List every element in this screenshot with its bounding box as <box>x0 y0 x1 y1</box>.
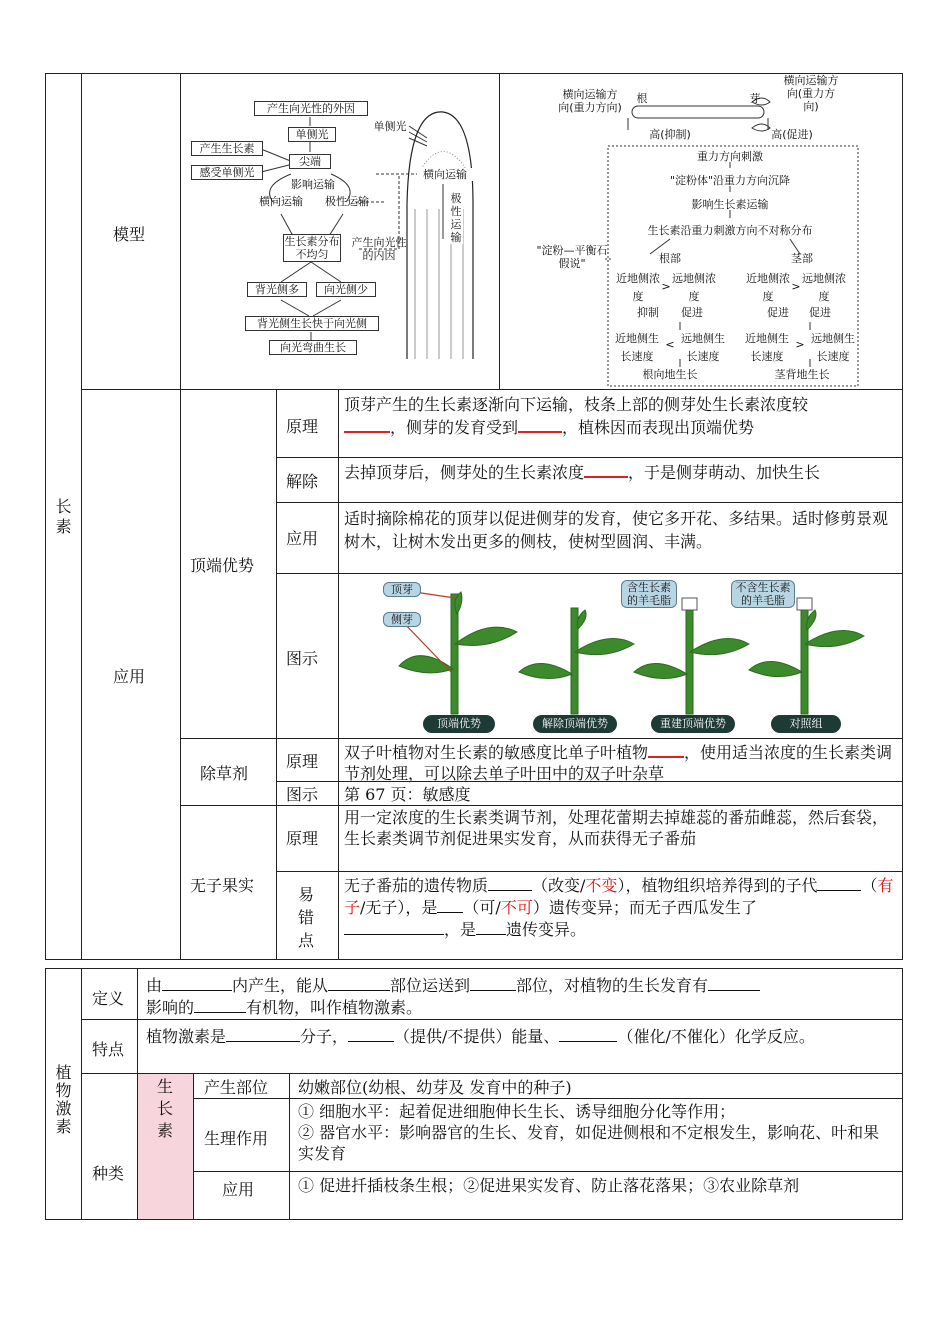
side-label-auxin: 长素 <box>53 498 72 538</box>
blank[interactable] <box>344 918 444 935</box>
blank[interactable] <box>559 1025 617 1042</box>
feature-text: 植物激素是 分子， （提供/不提供）能量、 （催化/不催化）化学反应。 <box>146 1027 815 1046</box>
herbicide-label: 除草剂 <box>200 764 249 783</box>
apical-figure-label: 图示 <box>286 649 319 668</box>
polar-transport-label: 极性运输 <box>325 195 369 208</box>
physiology-text: ① 细胞水平：起着促进细胞伸长生长、诱导细胞分化等作用； ② 器官水平：影响器官的生长、发育，如促进侧根和不定根发生，影响花、叶和果实发育 <box>298 1102 880 1163</box>
tip-box: 尖端 <box>289 154 331 169</box>
root-far-speed: 远地侧生长速度 <box>681 332 725 363</box>
root-result-label: 根向地生长 <box>642 368 698 381</box>
blank[interactable] <box>162 974 232 991</box>
bud-label: 芽 <box>749 92 761 105</box>
step4-label: 生长素沿重力刺激方向不对称分布 <box>647 224 813 237</box>
apical-remove-label: 解除 <box>286 472 319 491</box>
blank[interactable] <box>470 974 516 991</box>
blank[interactable] <box>194 996 246 1013</box>
apical-dominance-figure <box>339 574 902 738</box>
apical-apply-text: 适时摘除棉花的顶芽以促进侧芽的发育，使它多开花、多结果。适时修剪景观树木，让树木发出更多的侧枝，使树型圆润、丰满。 <box>344 509 889 551</box>
hypothesis-label: "淀粉—平衡石假说" <box>536 244 608 270</box>
uneven-distribution-box: 生长素分布不均匀 <box>284 235 340 261</box>
apical-apply-label: 应用 <box>286 529 319 548</box>
stem-promote-far: 促进 <box>809 306 831 319</box>
type-label: 种类 <box>92 1164 125 1183</box>
blank[interactable] <box>476 918 506 935</box>
root-near-conc: 近地侧浓度 <box>616 272 660 303</box>
root-promote-label: 促进 <box>681 306 703 319</box>
root-gt-sign: > <box>661 280 671 293</box>
blank[interactable] <box>584 460 628 478</box>
usage-label: 应用 <box>222 1180 255 1199</box>
apical-principle-label: 原理 <box>286 417 319 436</box>
herbicide-figure-text: 第 67 页：敏感度 <box>344 785 471 804</box>
blank[interactable] <box>437 896 463 913</box>
caption-control-group: 对照组 <box>771 715 841 733</box>
lateral-transport-label: 横向运输 <box>259 195 303 208</box>
stem-near-conc: 近地侧浓度 <box>746 272 790 303</box>
blank[interactable] <box>518 415 562 433</box>
blank[interactable] <box>328 974 390 991</box>
phototropism-diagram <box>181 74 499 389</box>
top-bud-tag: 顶芽 <box>383 582 421 597</box>
step3-label: 影响生长素运输 <box>691 198 769 211</box>
application-label: 应用 <box>113 667 146 686</box>
without-auxin-tag: 不含生长素的羊毛脂 <box>731 580 795 608</box>
stem-near-speed: 近地侧生长速度 <box>745 332 789 363</box>
bend-box: 向光弯曲生长 <box>269 340 357 355</box>
faster-growth-box: 背光侧生长快于向光侧 <box>245 316 379 331</box>
seedless-principle-text: 用一定浓度的生长素类调节剂，处理花蕾期去掉雄蕊的番茄雌蕊，然后套袋，生长素类调节剂促进果实发育，从而获得无子番茄 <box>344 808 889 848</box>
root-part-label: 根部 <box>659 252 681 265</box>
root-lt-sign: < <box>665 338 675 351</box>
root-inhibit-label: 抑制 <box>637 306 659 319</box>
seedless-fruit-label: 无子果实 <box>190 876 255 895</box>
stem-far-speed: 远地侧生长速度 <box>811 332 855 363</box>
caption-remove-dominance: 解除顶端优势 <box>533 715 617 733</box>
sense-light-box: 感受单侧光 <box>191 165 263 180</box>
single-light-box: 单侧光 <box>288 127 336 142</box>
stem-far-conc: 远地侧浓度 <box>802 272 846 303</box>
polar-vertical-label: 极性运输 <box>450 192 462 244</box>
apical-principle-text: 顶芽产生的生长素逐渐向下运输，枝条上部的侧芽处生长素浓度较 ，侧芽的发育受到 ，植株因而表现出顶端优势 <box>344 395 809 437</box>
herbicide-principle-label: 原理 <box>286 752 319 771</box>
usage-text: ① 促进扦插枝条生根；②促进果实发育、防止落花落果；③农业除草剂 <box>298 1176 800 1195</box>
gravitropism-diagram <box>500 74 902 389</box>
seedless-principle-label: 原理 <box>286 829 319 848</box>
caption-rebuild-dominance: 重建顶端优势 <box>651 715 735 733</box>
seedless-error-text: 无子番茄的遗传物质 （改变/不变），植物组织培养得到的子代 （有子/无子），是 （可/不可）遗传变异；而无子西瓜发生了 ，是 遗传变异。 <box>344 876 894 939</box>
model-label: 模型 <box>113 225 146 244</box>
lateral-left-label: 横向运输方向(重力方向) <box>558 88 622 114</box>
high-promote-label: 高(促进) <box>771 128 813 141</box>
physiology-label: 生理作用 <box>204 1129 269 1148</box>
error-point-label: 易错点 <box>297 885 314 950</box>
definition-label: 定义 <box>92 989 125 1008</box>
blank[interactable] <box>648 740 684 758</box>
blank[interactable] <box>708 974 760 991</box>
herbicide-principle-text: 双子叶植物对生长素的敏感度比单子叶植物 ，使用适当浓度的生长素类调节剂处理，可以除去单子叶田中的双子叶杂草 <box>344 740 896 784</box>
root-far-conc: 远地侧浓度 <box>672 272 716 303</box>
cause-outer-box: 产生向光性的外因 <box>254 101 368 116</box>
with-auxin-tag: 含生长素的羊毛脂 <box>621 580 677 608</box>
front-less-box: 向光侧少 <box>316 282 376 297</box>
production-site-label: 产生部位 <box>204 1078 269 1097</box>
apical-dominance-label: 顶端优势 <box>190 556 255 575</box>
auxin-type-label: 生长素 <box>156 1077 173 1140</box>
root-label: 根 <box>636 92 648 105</box>
lateral-vertical-label: 横向运输 <box>417 168 473 181</box>
stem-part-label: 茎部 <box>791 252 813 265</box>
high-inhibit-label: 高(抑制) <box>649 128 691 141</box>
feature-label: 特点 <box>92 1040 125 1059</box>
blank[interactable] <box>488 874 532 891</box>
stem-promote-near: 促进 <box>767 306 789 319</box>
produce-auxin-box: 产生生长素 <box>191 141 263 156</box>
stem-gt-speed: > <box>795 338 805 351</box>
step2-label: "淀粉体"沿重力方向沉降 <box>669 174 791 187</box>
back-more-box: 背光侧多 <box>247 282 307 297</box>
caption-apical-dominance: 顶端优势 <box>423 715 495 733</box>
definition-text: 由 内产生，能从 部位运送到 部位，对植物的生长发育有 影响的 有机物，叫作植物激素。 <box>146 974 894 1018</box>
side-label-plant-hormone: 植物激素 <box>53 1064 72 1136</box>
stem-gt-sign: > <box>791 280 801 293</box>
light-label: 单侧光 <box>373 120 407 133</box>
side-bud-tag: 侧芽 <box>383 612 421 627</box>
root-near-speed: 近地侧生长速度 <box>615 332 659 363</box>
step1-label: 重力方向刺激 <box>697 150 763 163</box>
stem-result-label: 茎背地生长 <box>774 368 830 381</box>
production-site-text: 幼嫩部位(幼根、幼芽及 发育中的种子) <box>298 1078 572 1097</box>
lateral-right-label: 横向运输方向(重力方向) <box>783 74 839 113</box>
affect-transport-label: 影响运输 <box>291 178 335 191</box>
herbicide-figure-label: 图示 <box>286 785 319 804</box>
apical-remove-text: 去掉顶芽后，侧芽处的生长素浓度 ，于是侧芽萌动、加快生长 <box>344 460 896 483</box>
blank[interactable] <box>348 1025 394 1042</box>
cause-inner-label: 产生向光性的内因 <box>351 236 407 262</box>
blank[interactable] <box>817 874 861 891</box>
blank[interactable] <box>344 415 390 433</box>
blank[interactable] <box>226 1025 300 1042</box>
